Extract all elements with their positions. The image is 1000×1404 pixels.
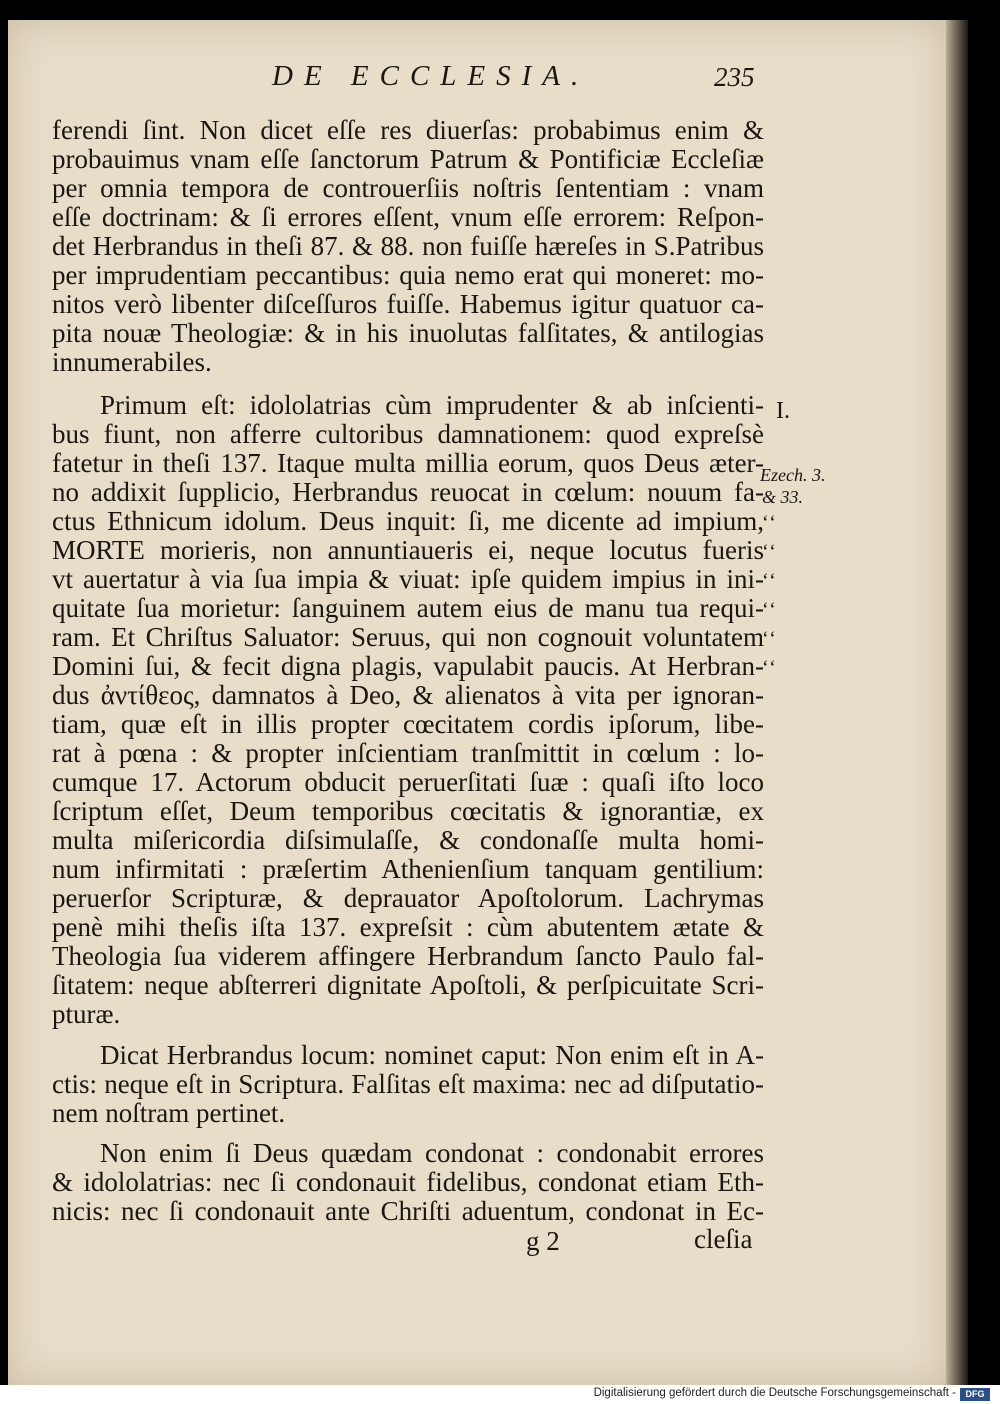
text-line: vt auertatur à via ſua impia & viuat: ipſe quidem impius in ini- <box>52 564 764 594</box>
text-line: Dicat Herbrandus locum: nominet caput: Non enim eſt in A- <box>100 1040 764 1070</box>
margin-quote-mark: ‘‘ <box>762 599 778 621</box>
text-line: probauimus vnam eſſe ſanctorum Patrum & Pontificiæ Eccleſiæ <box>52 144 764 174</box>
dfg-logo: DFG <box>960 1388 990 1401</box>
text-line: Theologia ſua viderem affingere Herbrandum ſancto Paulo fal- <box>52 941 764 971</box>
text-line: dus ἀντίθεος, damnatos à Deo, & alienatos à vita per ignoran- <box>52 680 764 710</box>
margin-numeral: I. <box>776 398 790 424</box>
text-line: & idololatrias: nec ſi condonauit fidelibus, condonat etiam Eth- <box>52 1167 764 1197</box>
text-line: ſcriptum eſſet, Deum temporibus cœcitatis & ignorantiæ, ex <box>52 796 764 826</box>
page-header <box>0 60 1000 100</box>
text-line: penè mihi theſis iſta 137. expreſsit : cùm abutentem ætate & <box>52 912 764 942</box>
margin-quote-mark: ‘‘ <box>762 512 778 534</box>
text-line: Primum eſt: idololatrias cùm imprudenter & ab inſcienti- <box>100 390 764 420</box>
text-line: cumque 17. Actorum obducit peruerſitati ſuæ : quaſi iſto loco <box>52 767 764 797</box>
text-line: eſſe doctrinam: & ſi errores eſſent, vnum eſſe errorem: Reſpon- <box>52 202 764 232</box>
text-line: multa miſericordia diſsimulaſſe, & condonaſſe multa homi- <box>52 825 764 855</box>
text-line: quitate ſua morietur: ſanguinem autem eius de manu tua requi- <box>52 593 764 623</box>
text-line: tiam, quæ eſt in illis propter cœcitatem cordis ipſorum, libe- <box>52 709 764 739</box>
margin-quote-mark: ‘‘ <box>762 628 778 650</box>
text-line: pita nouæ Theologiæ: & in his inuolutas falſitates, & antilogias <box>52 318 764 348</box>
text-line: ctus Ethnicum idolum. Deus inquit: ſi, me dicente ad impium, <box>52 506 764 536</box>
text-line: no addixit ſupplicio, Herbrandus reuocat in cœlum: nouum fa- <box>52 477 764 507</box>
text-line: rat à pœna : & propter inſcientiam tranſmittit in cœlum : lo- <box>52 738 764 768</box>
funding-credit: Digitalisierung gefördert durch die Deutsche Forschungsgemeinschaft - <box>593 1387 956 1399</box>
text-line: per imprudentiam peccantibus: quia nemo erat qui moneret: mo- <box>52 260 764 290</box>
signature-mark: g 2 <box>526 1226 560 1256</box>
text-line: ram. Et Chriſtus Saluator: Seruus, qui non cognouit voluntatem <box>52 622 764 652</box>
text-line: nicis: nec ſi condonauit ante Chriſti aduentum, condonat in Ec- <box>52 1196 764 1226</box>
text-line: nitos verò libenter diſceſſuros fuiſſe. Habemus igitur quatuor ca- <box>52 289 764 319</box>
margin-reference: & 33. <box>762 487 804 507</box>
text-line: num infirmitati : præſertim Athenienſium tanquam gentilium: <box>52 854 764 884</box>
margin-quote-mark: ‘‘ <box>762 570 778 592</box>
text-line: peruerſor Scripturæ, & deprauator Apoſtolorum. Lachrymas <box>52 883 764 913</box>
text-line: det Herbrandus in theſi 87. & 88. non fuiſſe hæreſes in S.Patribus <box>52 231 764 261</box>
page-number: 235 <box>714 62 755 92</box>
catchword: cleſia <box>694 1224 753 1254</box>
text-line: ſitatem: neque abſterreri dignitate Apoſtoli, & perſpicuitate Scri- <box>52 970 764 1000</box>
text-line: Domini ſui, & fecit digna plagis, vapulabit paucis. At Herbran- <box>52 651 764 681</box>
margin-reference: Ezech. 3. <box>760 465 826 485</box>
text-line: per omnia tempora de controuerſiis noſtris ſententiam : vnam <box>52 173 764 203</box>
text-line: ctis: neque eſt in Scriptura. Falſitas eſt maxima: nec ad diſputatio- <box>52 1069 764 1099</box>
digitization-footer <box>0 1385 1000 1404</box>
page-gutter-shadow <box>946 20 968 1385</box>
text-line: ferendi ſint. Non dicet eſſe res diuerſas: probabimus enim & <box>52 115 764 145</box>
text-line: bus fiunt, non afferre cultoribus damnationem: quod expreſsè <box>52 419 764 449</box>
text-line: nem noſtram pertinet. <box>52 1098 286 1128</box>
text-line: MORTE morieris, non annuntiaueris ei, neque locutus fueris <box>52 535 764 565</box>
margin-quote-mark: ‘‘ <box>762 657 778 679</box>
text-line: fatetur in theſi 137. Itaque multa millia eorum, quos Deus æter- <box>52 448 764 478</box>
text-line: Non enim ſi Deus quædam condonat : condonabit errores <box>100 1138 764 1168</box>
margin-quote-mark: ‘‘ <box>762 541 778 563</box>
running-title: DE ECCLESIA. <box>272 60 590 92</box>
text-line: pturæ. <box>52 999 121 1029</box>
text-line: innumerabiles. <box>52 347 212 377</box>
